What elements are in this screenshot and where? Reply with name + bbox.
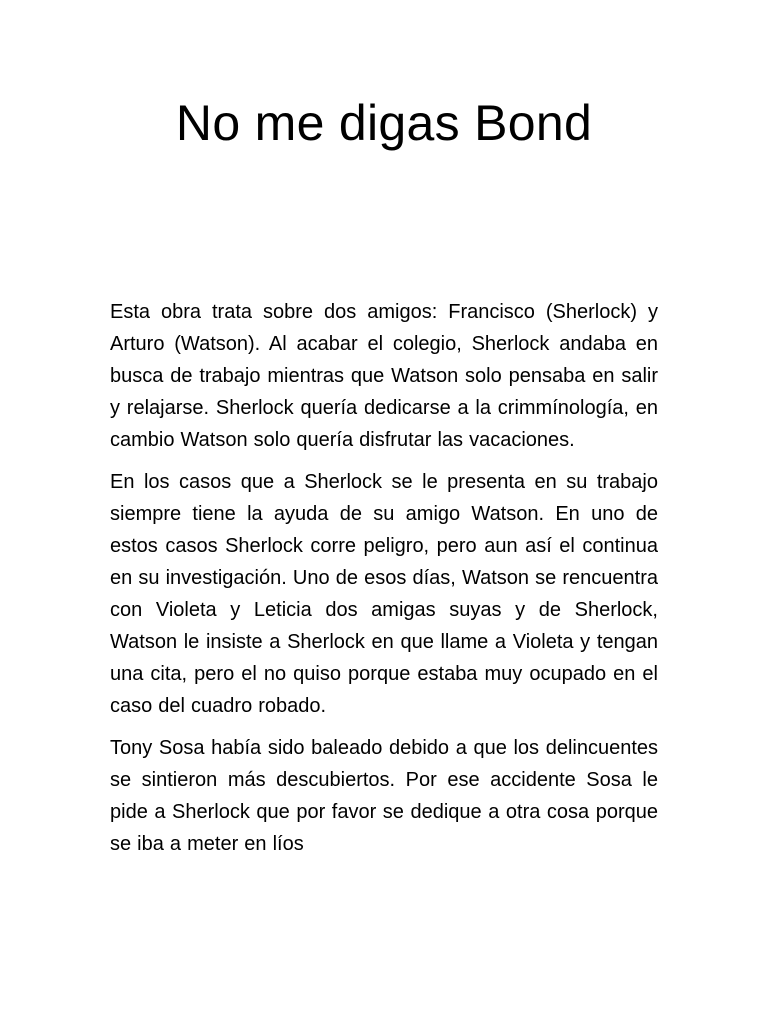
- paragraph-3: Tony Sosa había sido baleado debido a que los delincuentes se sintieron más descubiertos. Por ese accidente Sosa le pide a Sherlock que por favor se dedique a otra cosa porque se iba a meter en líos: [110, 737, 658, 855]
- paragraph-2: En los casos que a Sherlock se le presenta en su trabajo siempre tiene la ayuda de su amigo Watson. En uno de estos casos Sherlock corre peligro, pero aun así el continua en su investigación. Uno de esos días, Watson se rencuentra con Violeta y Leticia dos amigas suyas y de Sherlock, Watson le insiste a Sherlock en que llame a Violeta y tengan una cita, pero el no quiso porque estaba muy ocupado en el caso del cuadro robado.: [110, 471, 658, 717]
- paragraph-1: Esta obra trata sobre dos amigos: Francisco (Sherlock) y Arturo (Watson). Al acabar el colegio, Sherlock andaba en busca de trabajo mientras que Watson solo pensaba en salir y relajarse. Sherlock quería dedicarse a la crimmínología, en cambio Watson solo quería disfrutar las vacaciones.: [110, 301, 658, 451]
- document-body: [110, 296, 658, 870]
- document-title: No me digas Bond: [175, 95, 593, 151]
